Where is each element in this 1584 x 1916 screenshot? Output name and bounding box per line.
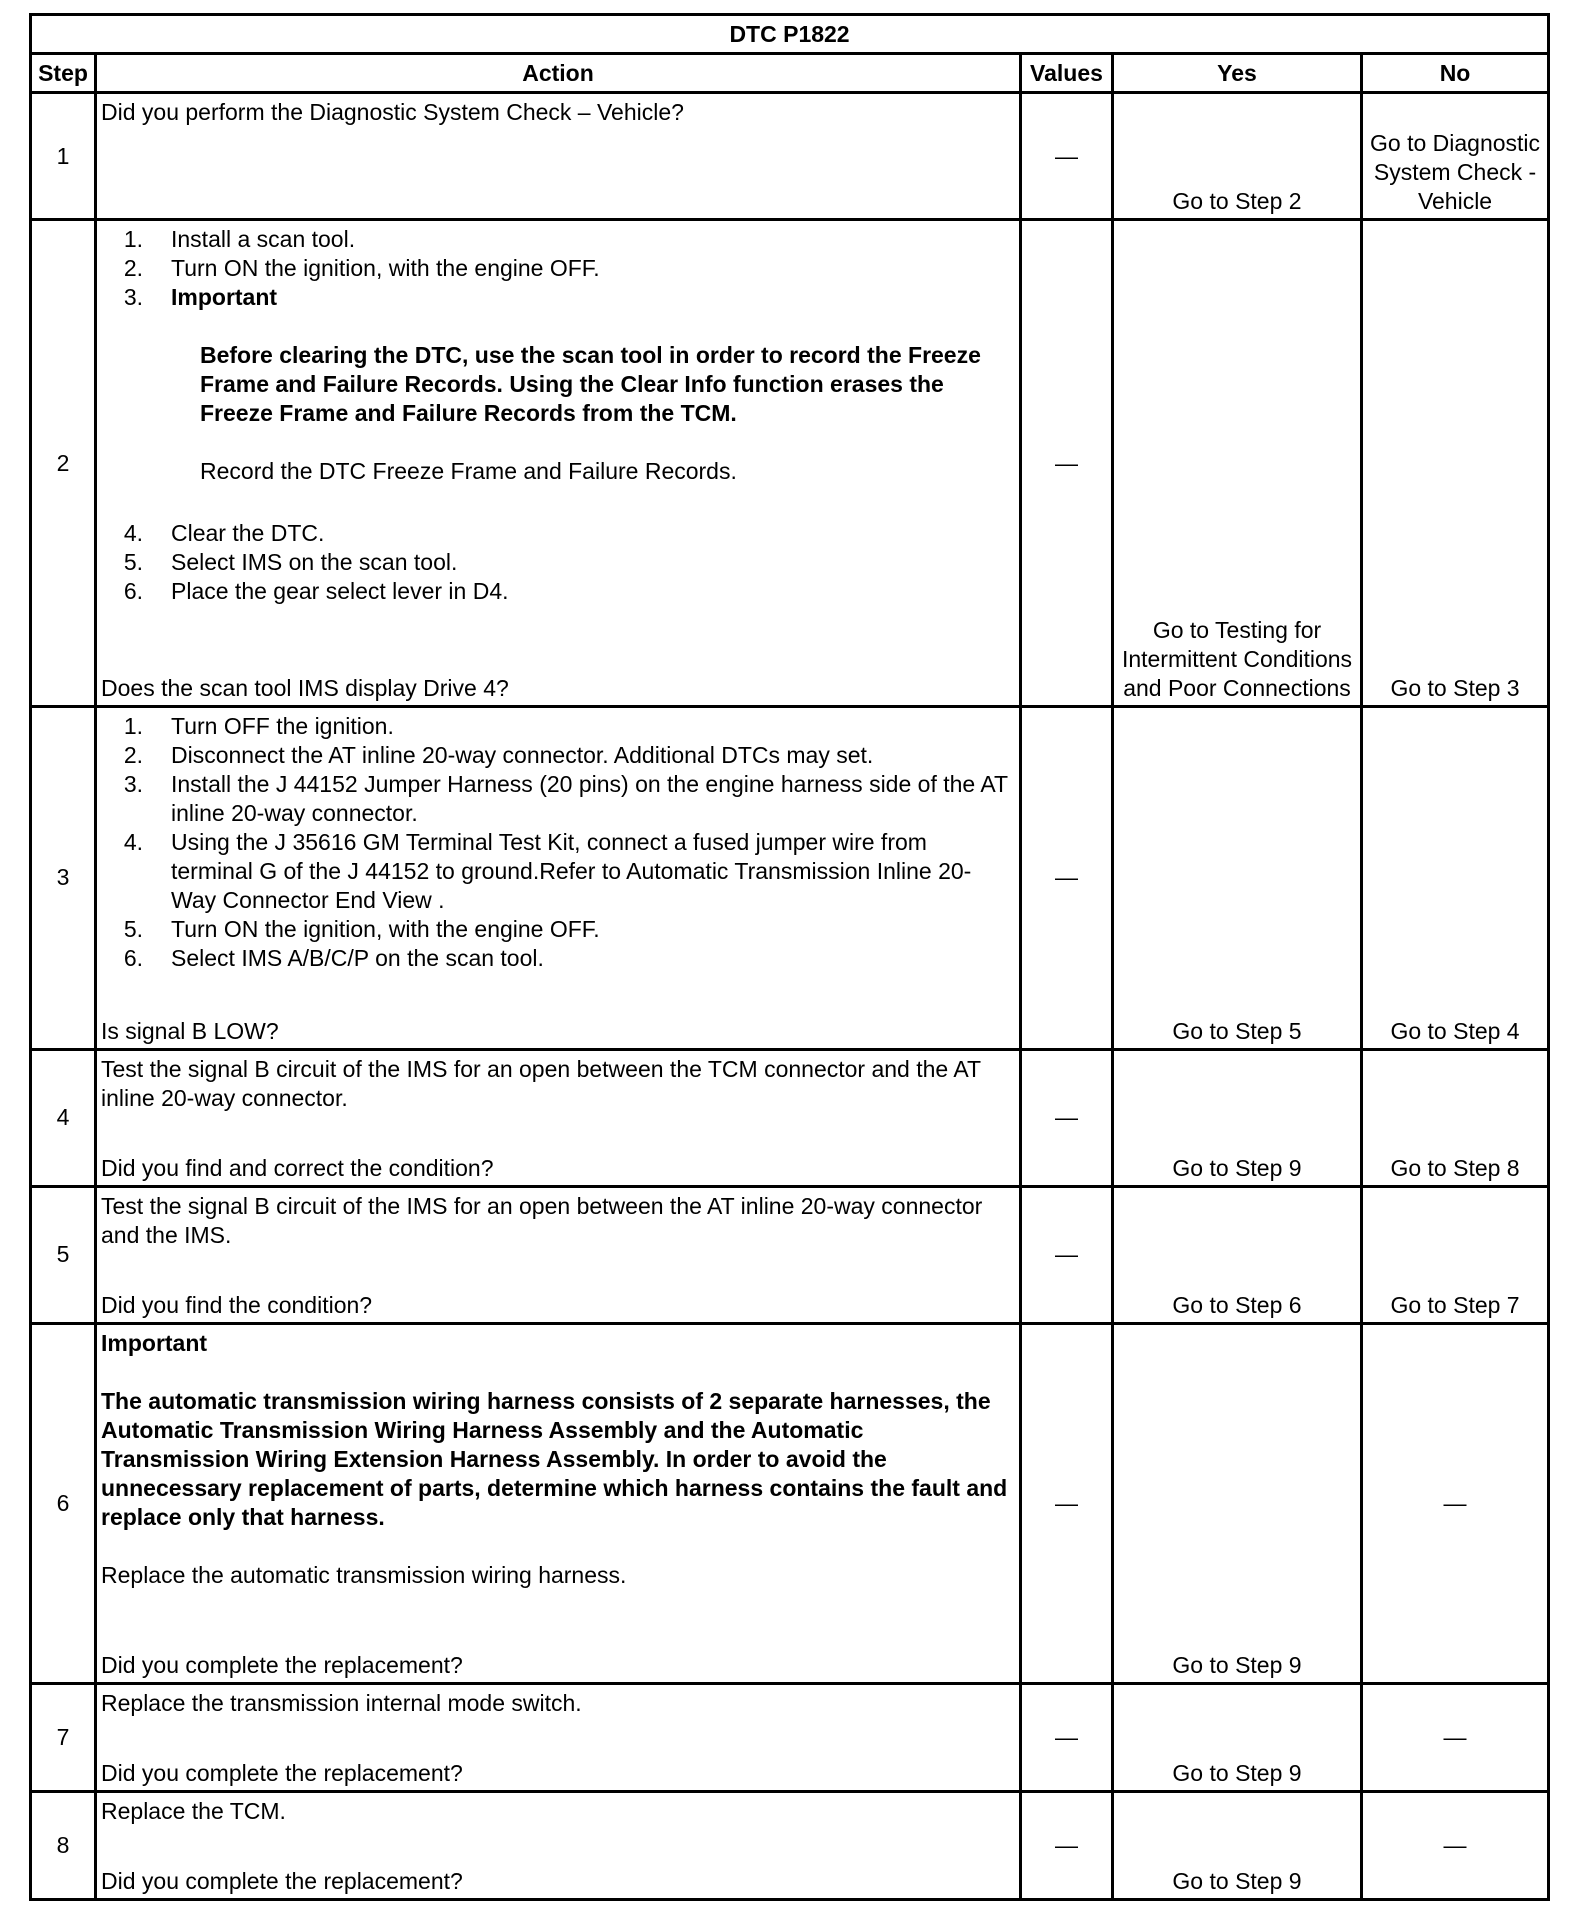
no-cell: Go to Step 7 [1362,1186,1549,1323]
values-cell: — [1021,1049,1113,1186]
no-cell: — [1362,1683,1549,1791]
header-row [31,54,1549,93]
yes-cell: Go to Step 9 [1113,1683,1362,1791]
table-row [31,1323,1549,1683]
table-title: DTC P1822 [31,15,1549,54]
list-item: 2. Disconnect the AT inline 20-way connector. Additional DTCs may set. [123,742,874,769]
yes-cell: Go to Step 2 [1113,93,1362,220]
header-action: Action [96,54,1021,93]
table-row [31,220,1549,707]
action-text: Replace the transmission internal mode switch. [101,1689,582,1716]
action-text: Test the signal B circuit of the IMS for an open between the AT inline 20-way connector and the IMS. [101,1192,983,1248]
no-cell: — [1362,1791,1549,1899]
action-question: Is signal B LOW? [101,1017,279,1044]
table-row [31,93,1549,220]
step-number: 5 [31,1186,96,1323]
procedure-list [101,519,1013,606]
no-cell: Go to Step 4 [1362,707,1549,1049]
important-label: Important [101,1329,208,1356]
list-item: 3. Install the J 44152 Jumper Harness (20 pins) on the engine harness side of the AT inline 20-way connector. [123,771,1008,827]
action-cell [96,1186,1021,1323]
action-cell [96,1791,1021,1899]
procedure-list [101,712,1013,973]
step-number: 8 [31,1791,96,1899]
header-step: Step [31,54,96,93]
no-cell: Go to Diagnostic System Check - Vehicle [1362,93,1549,220]
record-note: Record the DTC Freeze Frame and Failure Records. [200,458,737,485]
dtc-procedure-table [29,13,1550,1901]
action-question: Did you find and correct the condition? [101,1154,494,1181]
action-question: Does the scan tool IMS display Drive 4? [101,675,509,702]
yes-cell: Go to Step 9 [1113,1323,1362,1683]
step-number: 7 [31,1683,96,1791]
list-item: 1. Turn OFF the ignition. [123,713,394,740]
no-cell: — [1362,1323,1549,1683]
procedure-list [101,225,1013,312]
list-item: 2. Turn ON the ignition, with the engine OFF. [123,255,600,282]
table-row [31,1683,1549,1791]
action-cell [96,1049,1021,1186]
step-number: 3 [31,707,96,1049]
header-yes: Yes [1113,54,1362,93]
step-number: 1 [31,93,96,220]
action-question: Did you complete the replacement? [101,1651,463,1678]
list-item: 3. Important [123,284,278,311]
table-row [31,1186,1549,1323]
no-cell: Go to Step 3 [1362,220,1549,707]
values-cell: — [1021,1791,1113,1899]
important-note: Before clearing the DTC, use the scan tool in order to record the Freeze Frame and Failure Records. Using the Clear Info function erases the Freeze Frame and Failure Records from the TCM. [200,342,981,427]
list-item: 1. Install a scan tool. [123,226,356,253]
action-cell [96,1683,1021,1791]
action-text: Replace the TCM. [101,1797,286,1824]
values-cell: — [1021,1683,1113,1791]
header-values: Values [1021,54,1113,93]
step-number: 2 [31,220,96,707]
action-cell [96,707,1021,1049]
yes-cell: Go to Step 5 [1113,707,1362,1049]
list-item: 6. Place the gear select lever in D4. [123,578,509,605]
action-cell [96,220,1021,707]
list-item: 4. Clear the DTC. [123,520,325,547]
list-item: 5. Select IMS on the scan tool. [123,549,458,576]
yes-cell: Go to Step 9 [1113,1791,1362,1899]
table-row [31,707,1549,1049]
yes-cell: Go to Testing for Intermittent Conditions and Poor Connections [1113,220,1362,707]
action-question: Did you perform the Diagnostic System Check – Vehicle? [101,99,684,126]
header-no: No [1362,54,1549,93]
no-cell: Go to Step 8 [1362,1049,1549,1186]
table-row [31,1049,1549,1186]
table-row [31,1791,1549,1899]
list-item: 4. Using the J 35616 GM Terminal Test Kit, connect a fused jumper wire from terminal G of the J 44152 to ground.Refer to Automatic Transmission Inline 20-Way Connector End View . [123,829,972,914]
values-cell: — [1021,1323,1113,1683]
values-cell: — [1021,93,1113,220]
important-note: The automatic transmission wiring harness consists of 2 separate harnesses, the Automatic Transmission Wiring Harness Assembly and the Automatic Transmission Wiring Extension Harness Assembly. In order to avoid the unnecessary replacement of parts, determine which harness contains the fault and replace only that harness. [101,1387,1008,1530]
yes-cell: Go to Step 9 [1113,1049,1362,1186]
list-item: 6. Select IMS A/B/C/P on the scan tool. [123,945,544,972]
action-question: Did you complete the replacement? [101,1868,463,1894]
action-text: Replace the automatic transmission wiring harness. [101,1561,627,1588]
values-cell: — [1021,1186,1113,1323]
step-number: 6 [31,1323,96,1683]
action-text: Test the signal B circuit of the IMS for an open between the TCM connector and the AT inline 20-way connector. [101,1055,981,1111]
values-cell: — [1021,220,1113,707]
action-question: Did you complete the replacement? [101,1759,463,1786]
action-cell [96,93,1021,220]
yes-cell: Go to Step 6 [1113,1186,1362,1323]
list-item: 5. Turn ON the ignition, with the engine OFF. [123,916,600,943]
step-number: 4 [31,1049,96,1186]
action-question: Did you find the condition? [101,1291,373,1318]
action-cell [96,1323,1021,1683]
values-cell: — [1021,707,1113,1049]
